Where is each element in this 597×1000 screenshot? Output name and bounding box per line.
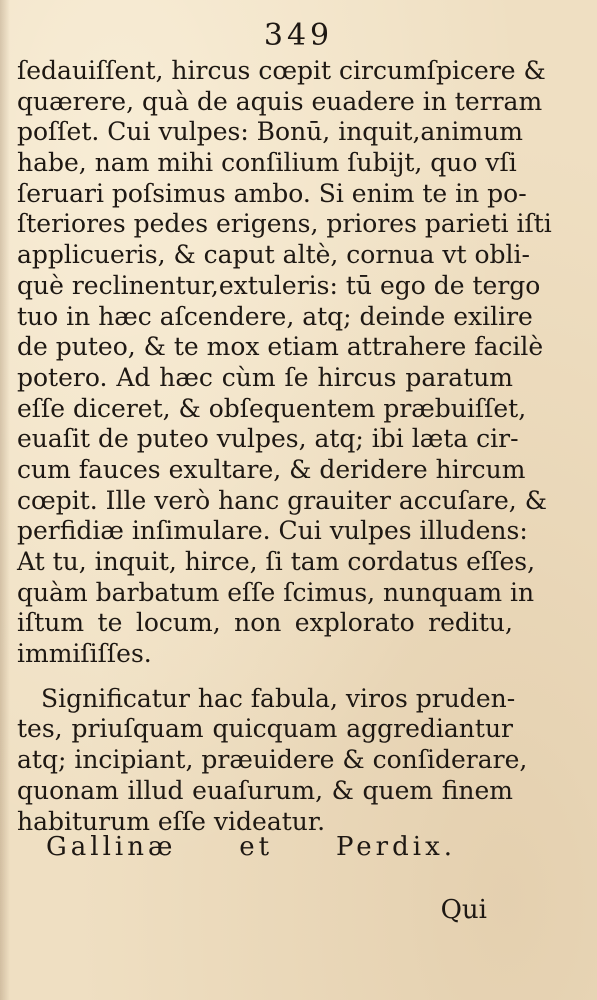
text-line: quærere, quà de aquis euadere in terram [17, 86, 543, 116]
text-line: quonam illud euaſurum, & quem finem [17, 775, 513, 805]
text-line: ſeruari poſsimus ambo. Si enim te in po- [17, 178, 527, 208]
text-line: euaſit de puteo vulpes, atq; ibi læta cir- [17, 424, 519, 454]
text-line: quàm barbatum eſſe ſcimus, nunquam in [17, 577, 535, 607]
text-line: potero. Ad hæc cùm ſe hircus paratum [17, 362, 513, 392]
text-line: immiſiſſes. [17, 639, 152, 669]
text-line: iſtum te locum, non explorato reditu, [17, 608, 513, 638]
text-line: Significatur hac fabula, viros pruden- [41, 683, 516, 713]
catchword: Qui [440, 895, 487, 925]
text-line: cœpit. Ille verò hanc grauiter accuſare, & [17, 485, 547, 515]
text-line: atq; incipiant, præuidere & conſiderare, [17, 745, 528, 775]
text-line: applicueris, & caput altè, cornua vt obli- [17, 240, 530, 270]
text-line: eſſe diceret, & obſequentem præbuiſſet, [17, 393, 527, 423]
paragraph-gap [17, 670, 513, 684]
text-line: habiturum eſſe videatur. [17, 806, 326, 836]
text-line: habe, nam mihi conſilium ſubijt, quo vſi [17, 148, 517, 178]
text-line: ſedauiſſent, hircus cœpit circumſpicere & [17, 56, 546, 85]
text-line: ſteriores pedes erigens, priores parieti iſti [17, 209, 552, 239]
fable-heading: Gallinæ et Perdix. [46, 832, 456, 862]
page-number: 349 [263, 18, 334, 53]
text-line: poſſet. Cui vulpes: Bonū, inquit,animum [17, 117, 523, 147]
text-block [17, 56, 552, 837]
text-line: tes, priuſquam quicquam aggrediantur [17, 714, 513, 744]
text-line: At tu, inquit, hirce, ſi tam cordatus eſſes, [17, 547, 536, 576]
text-line: tuo in hæc aſcendere, atq; deinde exilire [17, 301, 533, 331]
text-line: què reclinentur,extuleris: tū ego de tergo [17, 270, 541, 300]
text-line: cum fauces exultare, & deridere hircum [17, 454, 526, 484]
text-line: perfidiæ inſimulare. Cui vulpes illudens: [17, 516, 528, 546]
text-line: de puteo, & te mox etiam attrahere facilè [17, 332, 544, 362]
paragraph-fable-ending [17, 56, 552, 670]
paragraph-moral [17, 683, 528, 837]
